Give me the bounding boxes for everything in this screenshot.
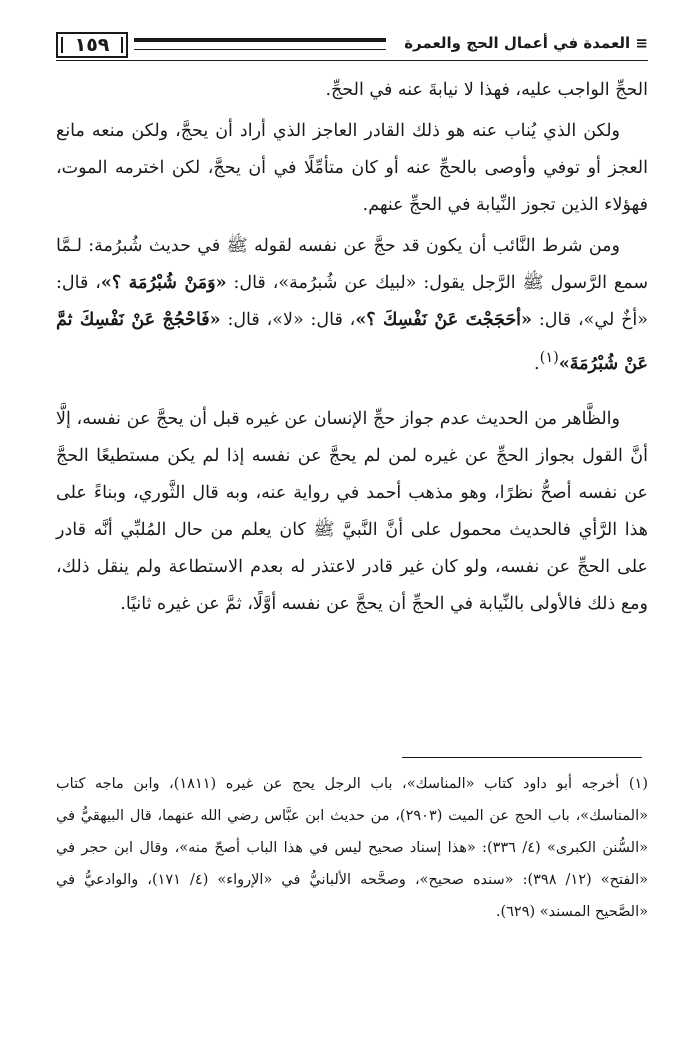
paragraph-1: الحجِّ الواجب عليه، فهذا لا نيابةَ عنه في الحجِّ. xyxy=(325,80,648,100)
paragraph-4: والظَّاهر من الحديث عدم جواز حجِّ الإنسان عن غيره قبل أن يحجَّ عن نفسه، إلَّا أنَّ القول بجواز الحجِّ عن غيره لمن لم يحجَّ عن نفسه إذا لم يكن مستطيعًا الحجَّ عن نفسه أصحُّ نظرًا، وهو مذهب أحمد في رواية عنه، وبه قال الثَّوري، وبناءً على هذا الرَّأي فالحديث محمول على أنَّ النَّبيَّ ﷺ كان يعلم من حال المُلبِّي أنَّه قادر على الحجِّ عن نفسه، ولو كان غير قادر لاعتذر له بعدم الاستطاعة ولم ينقل ذلك، ومع ذلك فالأولى بالنِّيابة في الحجِّ أن يحجَّ عن نفسه أوَّلًا، ثمَّ عن غيره ثانيًا. xyxy=(56,408,648,614)
paragraph-3-mid-2: ، قال: «لا»، قال: xyxy=(220,310,356,330)
hadith-quote-3: «فَاحْجُجْ عَنْ نَفْسِكَ ثمَّ عَنْ شُبْرُمَةَ» xyxy=(56,310,648,374)
hadith-quote-1: «وَمَنْ شُبْرُمَة ؟» xyxy=(100,273,227,293)
footnote-separator xyxy=(402,757,642,758)
paragraph-3-intro: ومن شرط النَّائب أن يكون قد حجَّ عن نفسه لقوله ﷺ في حديث شُبرُمة: لـمَّا سمع الرَّسول ﷺ الرَّجل يقول: «لبيك عن شُبرُمة»، قال: xyxy=(56,236,648,293)
header-title: ≡ العمدة في أعمال الحج والعمرة xyxy=(404,34,648,52)
paragraph-3 xyxy=(56,228,648,383)
footnotes xyxy=(56,768,648,928)
running-header xyxy=(56,30,648,64)
header-rule-thick xyxy=(134,38,386,50)
header-rule-thin xyxy=(56,60,648,61)
page-number: ١٥٩ xyxy=(56,32,128,58)
paragraph-2: ولكن الذي يُناب عنه هو ذلك القادر العاجز الذي أراد أن يحجَّ، ولكن منعه مانع العجز أو توفي وأوصى بالحجِّ عنه أو كان متأمِّلًا في أن يحجَّ، لكن اخترمه الموت، فهؤلاء الذين تجوز النِّيابة في الحجِّ عنهم. xyxy=(56,121,648,215)
footnote-reference: (١) xyxy=(539,349,559,366)
paragraph-3-mid-1: ، قال: «أخٌ لي»، قال: xyxy=(56,273,648,330)
main-text xyxy=(56,72,648,623)
paragraph-3-end: . xyxy=(534,353,540,374)
hadith-quote-2: «أحَجَجْتَ عَنْ نَفْسِكَ ؟» xyxy=(355,310,532,330)
footnote-1: (١) أخرجه أبو داود كتاب «المناسك»، باب الرجل يحج عن غيره (١٨١١)، وابن ماجه كتاب «المناسك»، باب الحج عن الميت (٢٩٠٣)، من حديث ابن عبَّاس رضي الله عنهما، قال البيهقيُّ في «السُّنن الكبرى» (٤/ ٣٣٦): «هذا إسناد صحيح ليس في هذا الباب أصحّ منه»، وقال ابن حجر في «الفتح» (١٢/ ٣٩٨): «سنده صحيح»، وصحَّحه الألبانيُّ في «الإرواء» (٤/ ١٧١)، والوادعيُّ في «الصَّحيح المسند» (٦٢٩). xyxy=(56,776,648,920)
